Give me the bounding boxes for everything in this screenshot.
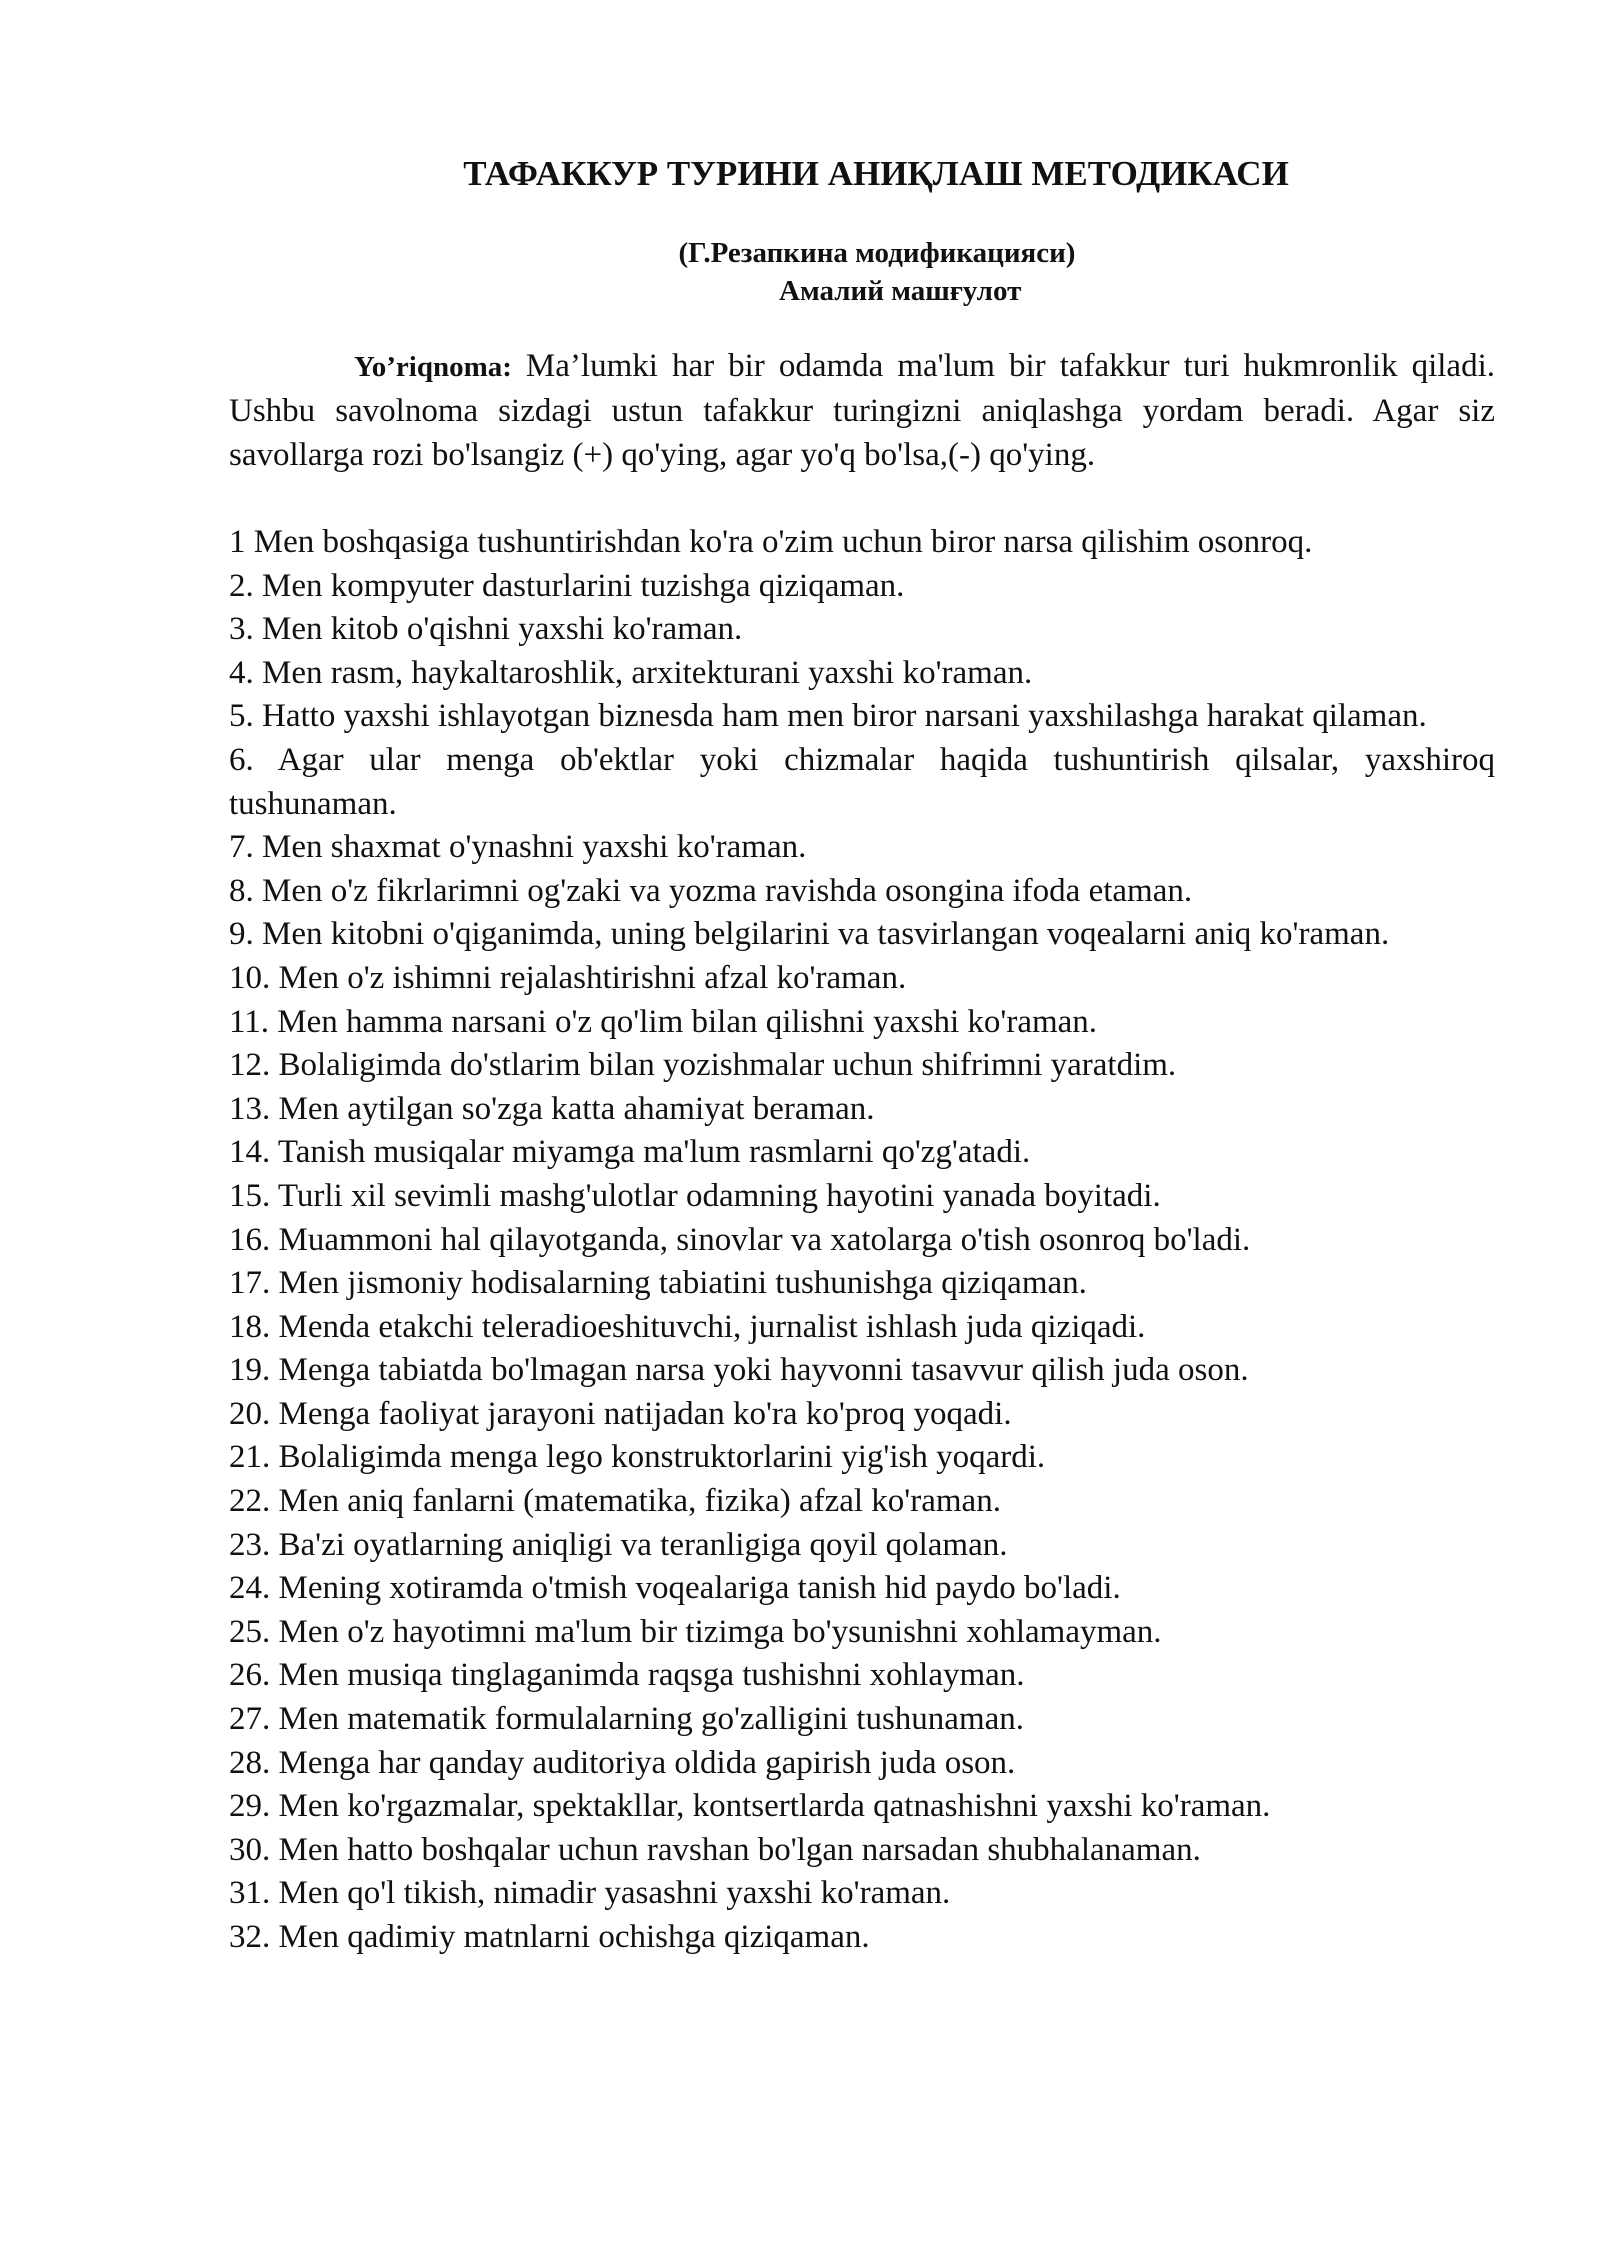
document-title: ТАФАККУР ТУРИНИ АНИҚЛАШ МЕТОДИКАСИ [463,154,1289,193]
question-item: 2. Men kompyuter dasturlarini tuzishga qiziqaman. [229,567,905,604]
question-item: 4. Men rasm, haykaltaroshlik, arxitekturani yaxshi ko'raman. [229,654,1033,691]
question-item: 30. Men hatto boshqalar uchun ravshan bo'lgan narsadan shubhalanaman. [229,1831,1201,1868]
question-item: 10. Men o'z ishimni rejalashtirishni afzal ko'raman. [229,959,907,996]
document-subtitle-author: (Г.Резапкина модификацияси) [678,237,1076,269]
question-item: 9. Men kitobni o'qiganimda, uning belgilarini va tasvirlangan voqealarni aniq ko'raman. [229,916,1390,953]
question-item: 16. Muammoni hal qilayotganda, sinovlar va xatolarga o'tish osonroq bo'ladi. [229,1221,1251,1258]
instructions-text: Ma’lumki har bir odamda ma'lum bir tafakkur turi hukmronlik qiladi. Ushbu savolnoma sizdagi ustun tafakkur turingizni aniqlashga yordam beradi. Agar siz savollarga rozi bo'lsangiz (+) qo'ying, agar yo'q bo'lsa,(-) qo'ying. [229,348,1495,473]
document-page [229,150,1495,1960]
instructions-paragraph [229,344,1495,477]
question-item: 15. Turli xil sevimli mashg'ulotlar odamning hayotini yanada boyitadi. [229,1177,1161,1214]
question-item: 8. Men o'z fikrlarimni og'zaki va yozma ravishda osongina ifoda etaman. [229,872,1193,909]
question-item: 24. Mening xotiramda o'tmish voqealariga tanish hid paydo bo'ladi. [229,1570,1121,1607]
question-item: 6. Agar ular menga ob'ektlar yoki chizmalar haqida tushuntirish qilsalar, yaxshiroq tushunaman. [229,741,1495,822]
question-item: 13. Men aytilgan so'zga katta ahamiyat beraman. [229,1090,875,1127]
question-item: 21. Bolaligimda menga lego konstruktorlarini yig'ish yoqardi. [229,1439,1046,1476]
question-item: 26. Men musiqa tinglaganimda raqsga tushishni xohlayman. [229,1657,1025,1694]
question-item: 32. Men qadimiy matnlarni ochishga qiziqaman. [229,1919,870,1955]
question-item: 7. Men shaxmat o'ynashni yaxshi ko'raman. [229,829,807,866]
question-item: 31. Men qo'l tikish, nimadir yasashni yaxshi ko'raman. [229,1875,951,1912]
question-item: 22. Men aniq fanlarni (matematika, fizika) afzal ko'raman. [229,1483,1001,1520]
questions-list [229,521,1495,1960]
document-subtitle-type: Амалий машғулот [779,275,1022,307]
question-item: 14. Tanish musiqalar miyamga ma'lum rasmlarni qo'zg'atadi. [229,1134,1031,1171]
question-item: 27. Men matematik formulalarning go'zalligini tushunaman. [229,1701,1025,1738]
question-item: 17. Men jismoniy hodisalarning tabiatini tushunishga qiziqaman. [229,1265,1087,1302]
question-item: 29. Men ko'rgazmalar, spektakllar, kontsertlarda qatnashishni yaxshi ko'raman. [229,1788,1271,1825]
question-item: 23. Ba'zi oyatlarning aniqligi va teranligiga qoyil qolaman. [229,1526,1008,1563]
question-item: 11. Men hamma narsani o'z qo'lim bilan qilishni yaxshi ko'raman. [229,1003,1098,1040]
question-item: 3. Men kitob o'qishni yaxshi ko'raman. [229,611,743,648]
instructions-label: Yo’riqnoma: [354,351,512,383]
question-item: 20. Menga faoliyat jarayoni natijadan ko'ra ko'proq yoqadi. [229,1395,1012,1432]
question-item: 19. Menga tabiatda bo'lmagan narsa yoki hayvonni tasavvur qilish juda oson. [229,1352,1249,1389]
question-item: 25. Men o'z hayotimni ma'lum bir tizimga bo'ysunishni xohlamayman. [229,1613,1162,1650]
question-item: 18. Menda etakchi teleradioeshituvchi, jurnalist ishlash juda qiziqadi. [229,1308,1146,1345]
question-item: 1 Men boshqasiga tushuntirishdan ko'ra o'zim uchun biror narsa qilishim osonroq. [229,524,1313,560]
question-item: 5. Hatto yaxshi ishlayotgan biznesda ham men biror narsani yaxshilashga harakat qilaman. [229,698,1427,735]
question-item: 12. Bolaligimda do'stlarim bilan yozishmalar uchun shifrimni yaratdim. [229,1047,1177,1084]
question-item: 28. Menga har qanday auditoriya oldida gapirish juda oson. [229,1744,1016,1781]
